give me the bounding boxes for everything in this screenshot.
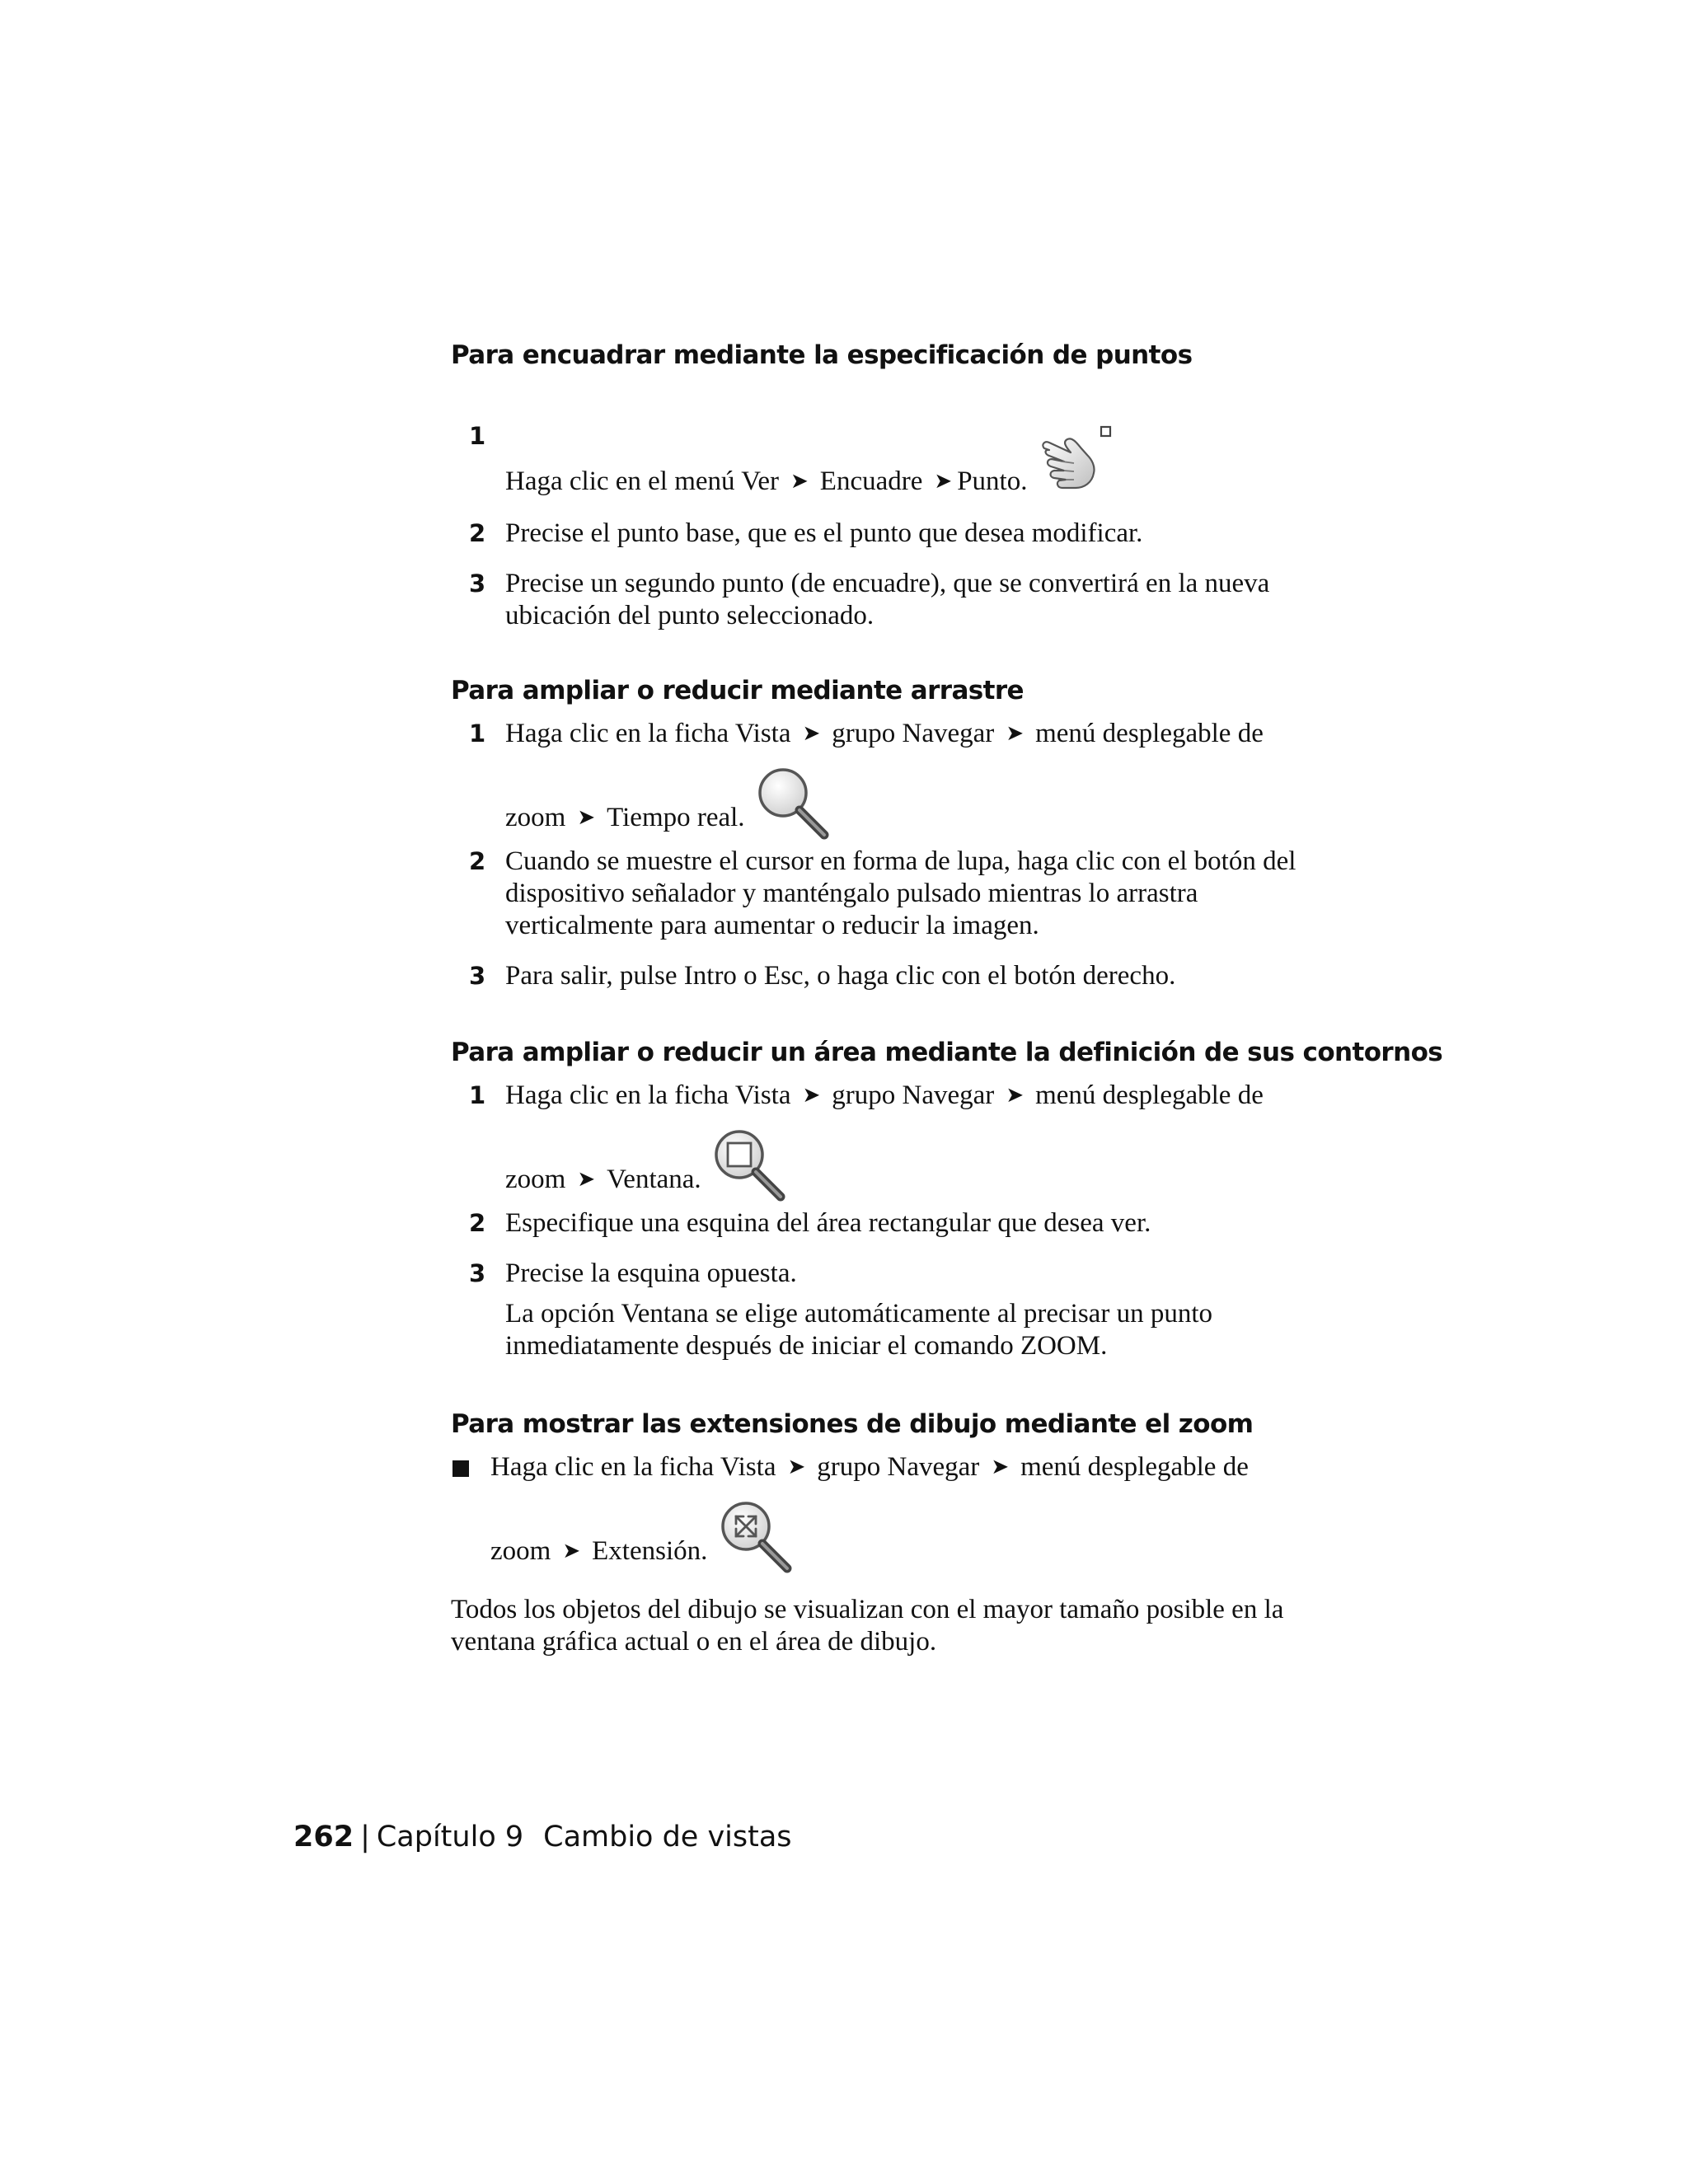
arrow-icon: ➤ (991, 1455, 1010, 1479)
section-pan-by-points (451, 338, 1366, 632)
step-text-line: Cuando se muestre el cursor en forma de lupa, haga clic con el botón del (505, 846, 1296, 876)
step-2 (451, 846, 1366, 942)
pan-hand-icon (1038, 425, 1117, 504)
step-number: 3 (469, 1259, 486, 1287)
menu-path-item: Tiempo real. (607, 803, 745, 832)
step-number: 3 (469, 569, 486, 598)
chapter-label: Capítulo 9 (376, 1821, 524, 1854)
chapter-title: Cambio de vistas (543, 1821, 792, 1854)
step-note-line: inmediatamente después de iniciar el comando ZOOM. (505, 1331, 1108, 1361)
menu-path-item: Punto. (957, 466, 1028, 496)
menu-path-item: Ventana. (607, 1165, 701, 1194)
section-heading: Para mostrar las extensiones de dibujo mediante el zoom (451, 1409, 1254, 1439)
section-zoom-extents (451, 1407, 1366, 1658)
step-text: Para salir, pulse Intro o Esc, o haga clic con el botón derecho. (505, 961, 1176, 991)
menu-path-item: zoom (505, 1165, 566, 1194)
step-2 (451, 518, 1366, 550)
section-zoom-window (451, 1035, 1443, 1362)
step-text-line: dispositivo señalador y manténgalo pulsado mientras lo arrastra (505, 879, 1198, 908)
arrow-icon: ➤ (562, 1539, 581, 1563)
menu-path-item: grupo Navegar (832, 719, 995, 748)
step-number: 2 (469, 1209, 486, 1237)
zoom-window-icon (708, 1127, 790, 1206)
footer-separator: | (360, 1821, 370, 1854)
step-number: 2 (469, 519, 486, 547)
section-heading: Para encuadrar mediante la especificación de puntos (451, 340, 1193, 370)
menu-path-item: zoom (490, 1536, 551, 1566)
paragraph (451, 1594, 1366, 1658)
arrow-icon: ➤ (802, 721, 821, 746)
step-text: Haga clic en la ficha Vista (490, 1452, 776, 1482)
step-1 (451, 1080, 1366, 1197)
step-text: Especifique una esquina del área rectangular que desea ver. (505, 1208, 1151, 1238)
menu-path-item: Extensión. (592, 1536, 708, 1566)
menu-path-item: zoom (505, 803, 566, 832)
menu-path-item: grupo Navegar (817, 1452, 980, 1482)
page-content (451, 338, 1443, 1658)
step-2 (451, 1207, 1366, 1240)
step-text: Haga clic en la ficha Vista (505, 1080, 791, 1110)
step-text: Precise la esquina opuesta. (505, 1258, 797, 1288)
page-number: 262 (293, 1821, 354, 1854)
arrow-icon: ➤ (577, 1167, 596, 1192)
menu-path-item: menú desplegable de (1035, 1080, 1264, 1110)
arrow-icon: ➤ (787, 1455, 806, 1479)
section-heading: Para ampliar o reducir mediante arrastre (451, 676, 1024, 705)
step-text-line: Precise un segundo punto (de encuadre), que se convertirá en la nueva (505, 569, 1270, 598)
arrow-icon: ➤ (802, 1083, 821, 1108)
arrow-icon: ➤ (934, 469, 953, 494)
menu-path-item: Encuadre (819, 466, 923, 496)
zoom-extents-icon (715, 1498, 797, 1577)
arrow-icon: ➤ (790, 469, 809, 494)
step-3 (451, 568, 1366, 632)
section-zoom-realtime (451, 673, 1366, 992)
step-text: Haga clic en el menú Ver (505, 466, 779, 496)
step-number: 1 (469, 422, 486, 450)
arrow-icon: ➤ (1006, 721, 1025, 746)
step-number: 2 (469, 847, 486, 875)
zoom-realtime-icon (752, 765, 834, 844)
menu-path-item: grupo Navegar (832, 1080, 995, 1110)
menu-path-item: menú desplegable de (1035, 719, 1264, 748)
step-note-line: La opción Ventana se elige automáticamente al precisar un punto (505, 1299, 1212, 1329)
bullet-step (451, 1451, 1366, 1569)
step-text: Haga clic en la ficha Vista (505, 719, 791, 748)
step-text: Precise el punto base, que es el punto que desea modificar. (505, 518, 1143, 548)
paragraph-line: Todos los objetos del dibujo se visualizan con el mayor tamaño posible en la (451, 1595, 1284, 1624)
step-number: 1 (469, 719, 486, 748)
step-number: 3 (469, 962, 486, 990)
step-3 (451, 960, 1366, 992)
step-number: 1 (469, 1081, 486, 1109)
step-3 (451, 1258, 1366, 1362)
step-1 (451, 718, 1366, 836)
step-text-line: ubicación del punto seleccionado. (505, 601, 874, 630)
page-footer (293, 1819, 792, 1855)
menu-path-item: menú desplegable de (1020, 1452, 1249, 1482)
arrow-icon: ➤ (1006, 1083, 1025, 1108)
bullet-square-icon (452, 1460, 469, 1477)
step-1 (451, 420, 1366, 499)
arrow-icon: ➤ (577, 805, 596, 830)
section-heading: Para ampliar o reducir un área mediante la definición de sus contornos (451, 1038, 1443, 1067)
step-text-line: verticalmente para aumentar o reducir la imagen. (505, 911, 1039, 940)
paragraph-line: ventana gráfica actual o en el área de dibujo. (451, 1627, 937, 1657)
